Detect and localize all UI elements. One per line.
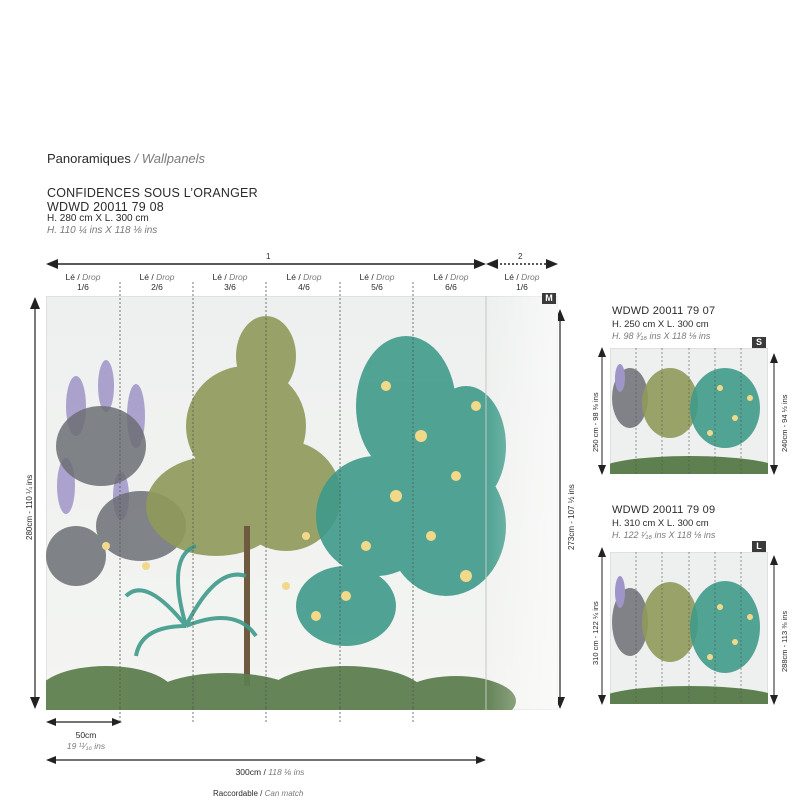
variant-l-ref: WDWD 20011 79 09 bbox=[612, 504, 716, 516]
drop-value: 4/6 bbox=[298, 282, 310, 292]
section-title-sep: / bbox=[134, 151, 139, 166]
drop-sep: / bbox=[77, 272, 80, 282]
drop-fr: Lé bbox=[433, 272, 443, 282]
variant-l-height-right: 288cm - 113 ⅜ ins bbox=[780, 610, 789, 672]
total-width-cm: 300cm bbox=[235, 767, 262, 777]
drop-value: 5/6 bbox=[371, 282, 383, 292]
product-size-cm: H. 280 cm X L. 300 cm bbox=[47, 213, 149, 224]
size-badge-l: L bbox=[752, 541, 766, 552]
drop-value: 6/6 bbox=[445, 282, 457, 292]
wallpanel-illustration-s bbox=[610, 348, 768, 474]
product-size-in: H. 110 ¼ ins X 118 ⅛ ins bbox=[47, 225, 158, 236]
size-badge-s: S bbox=[752, 337, 766, 348]
match-sep: / bbox=[260, 789, 263, 798]
wallpanel-illustration-l bbox=[610, 552, 768, 704]
drop-fr: Lé bbox=[65, 272, 75, 282]
variant-s-size-in: H. 98 ³⁄₁₆ ins X 118 ⅛ ins bbox=[612, 331, 711, 341]
drop-value: 1/6 bbox=[77, 282, 89, 292]
size-badge-m: M bbox=[542, 293, 556, 304]
drop-en: Drop bbox=[303, 272, 322, 282]
drop-value: 2/6 bbox=[151, 282, 163, 292]
variant-s-ref: WDWD 20011 79 07 bbox=[612, 305, 716, 317]
drop-value: 1/6 bbox=[516, 282, 528, 292]
drop-fr: Lé bbox=[504, 272, 514, 282]
drop-sep: / bbox=[445, 272, 448, 282]
variant-l-height-left: 310 cm - 122 ¼ ins bbox=[591, 601, 600, 665]
match-en: Can match bbox=[264, 789, 304, 798]
drop-en: Drop bbox=[229, 272, 248, 282]
drop-divider-lines-bottom bbox=[46, 708, 558, 722]
group-2-label: 2 bbox=[518, 252, 523, 261]
drop-sep: / bbox=[371, 272, 374, 282]
product-ref: WDWD 20011 79 08 bbox=[47, 200, 164, 214]
drop-sep: / bbox=[151, 272, 154, 282]
variant-s-height-left: 250 cm - 98 ⅜ ins bbox=[591, 392, 600, 452]
variant-l-size-cm: H. 310 cm X L. 300 cm bbox=[612, 518, 709, 529]
drop-sep: / bbox=[224, 272, 227, 282]
height-label-right: 273cm - 107 ½ ins bbox=[567, 484, 576, 550]
wallpanel-illustration-main bbox=[46, 296, 558, 710]
drop-en: Drop bbox=[450, 272, 469, 282]
total-width-label bbox=[205, 767, 335, 777]
drop-en: Drop bbox=[156, 272, 175, 282]
total-width-in: 118 ⅛ ins bbox=[268, 767, 305, 777]
drop-fr: Lé bbox=[286, 272, 296, 282]
drop-divider-lines bbox=[46, 282, 558, 298]
product-name: CONFIDENCES SOUS L’ORANGER bbox=[47, 186, 258, 200]
variant-l-size-in: H. 122 ¹⁄₁₆ ins X 118 ⅛ ins bbox=[612, 530, 716, 540]
height-label-left: 280cm - 110 ¼ ins bbox=[25, 474, 34, 540]
variant-s-size-cm: H. 250 cm X L. 300 cm bbox=[612, 319, 709, 330]
match-fr: Raccordable bbox=[213, 789, 258, 798]
drop-width-in: 19 ¹¹⁄₁₆ ins bbox=[66, 741, 106, 751]
drop-fr: Lé bbox=[139, 272, 149, 282]
drop-en: Drop bbox=[376, 272, 395, 282]
match-note bbox=[213, 789, 303, 798]
drop-sep: / bbox=[298, 272, 301, 282]
section-title-en: Wallpanels bbox=[141, 151, 206, 166]
drop-value: 3/6 bbox=[224, 282, 236, 292]
total-width-sep: / bbox=[263, 767, 266, 777]
drop-en: Drop bbox=[521, 272, 540, 282]
drop-sep: / bbox=[516, 272, 519, 282]
group-1-label: 1 bbox=[266, 252, 271, 261]
variant-s-height-right: 240cm - 94 ½ ins bbox=[780, 394, 789, 452]
drop-fr: Lé bbox=[359, 272, 369, 282]
section-title-fr: Panoramiques bbox=[47, 151, 131, 166]
drop-width-cm: 50cm bbox=[75, 730, 97, 740]
drop-fr: Lé bbox=[212, 272, 222, 282]
drop-en: Drop bbox=[82, 272, 101, 282]
